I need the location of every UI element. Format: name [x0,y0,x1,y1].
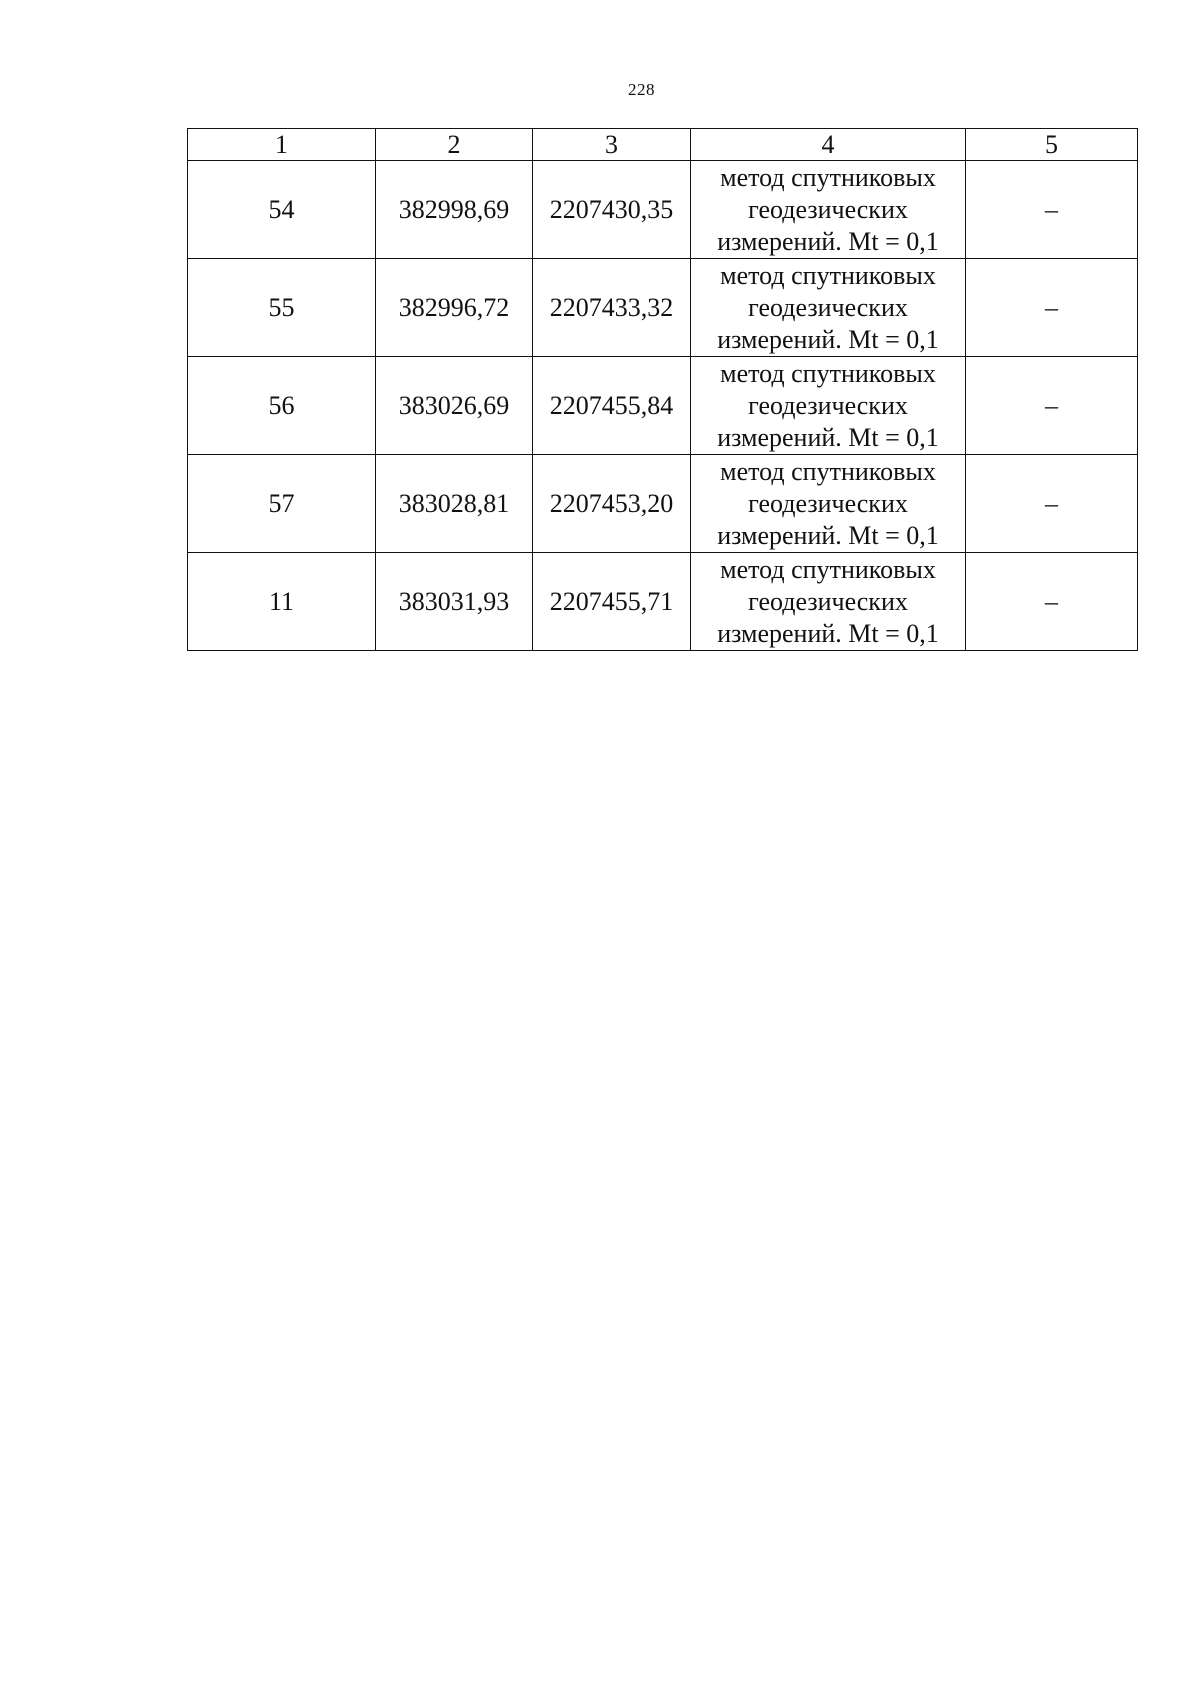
table-row [188,455,1138,553]
table-row [188,357,1138,455]
x-coordinate-cell: 382996,72 [376,259,533,357]
method-line: измерений. Mt = 0,1 [717,422,939,452]
method-line: измерений. Mt = 0,1 [717,324,939,354]
method-line: измерений. Mt = 0,1 [717,520,939,550]
method-line: измерений. Mt = 0,1 [717,226,939,256]
method-line: метод спутниковых [720,554,936,584]
method-cell [691,455,966,553]
method-line: метод спутниковых [720,358,936,388]
x-coordinate-cell: 383028,81 [376,455,533,553]
note-cell: – [966,553,1138,651]
column-header-1: 1 [188,129,376,161]
method-cell [691,357,966,455]
note-cell: – [966,161,1138,259]
point-number-cell: 55 [188,259,376,357]
method-line: геодезических [748,292,908,322]
note-cell: – [966,357,1138,455]
table-row [188,161,1138,259]
x-coordinate-cell: 382998,69 [376,161,533,259]
page-number: 228 [628,80,655,99]
note-cell: – [966,455,1138,553]
y-coordinate-cell: 2207430,35 [533,161,691,259]
method-line: геодезических [748,390,908,420]
table-row [188,259,1138,357]
x-coordinate-cell: 383031,93 [376,553,533,651]
table-header-row [188,129,1138,161]
column-header-2: 2 [376,129,533,161]
note-cell: – [966,259,1138,357]
method-cell [691,161,966,259]
point-number-cell: 11 [188,553,376,651]
x-coordinate-cell: 383026,69 [376,357,533,455]
column-header-4: 4 [691,129,966,161]
y-coordinate-cell: 2207453,20 [533,455,691,553]
method-line: измерений. Mt = 0,1 [717,618,939,648]
y-coordinate-cell: 2207455,71 [533,553,691,651]
method-line: метод спутниковых [720,162,936,192]
method-line: метод спутниковых [720,456,936,486]
method-line: геодезических [748,586,908,616]
y-coordinate-cell: 2207433,32 [533,259,691,357]
method-line: метод спутниковых [720,260,936,290]
method-cell [691,553,966,651]
column-header-5: 5 [966,129,1138,161]
table-row [188,553,1138,651]
coordinates-table [187,128,1138,651]
method-line: геодезических [748,194,908,224]
point-number-cell: 57 [188,455,376,553]
method-cell [691,259,966,357]
point-number-cell: 56 [188,357,376,455]
point-number-cell: 54 [188,161,376,259]
column-header-3: 3 [533,129,691,161]
y-coordinate-cell: 2207455,84 [533,357,691,455]
method-line: геодезических [748,488,908,518]
